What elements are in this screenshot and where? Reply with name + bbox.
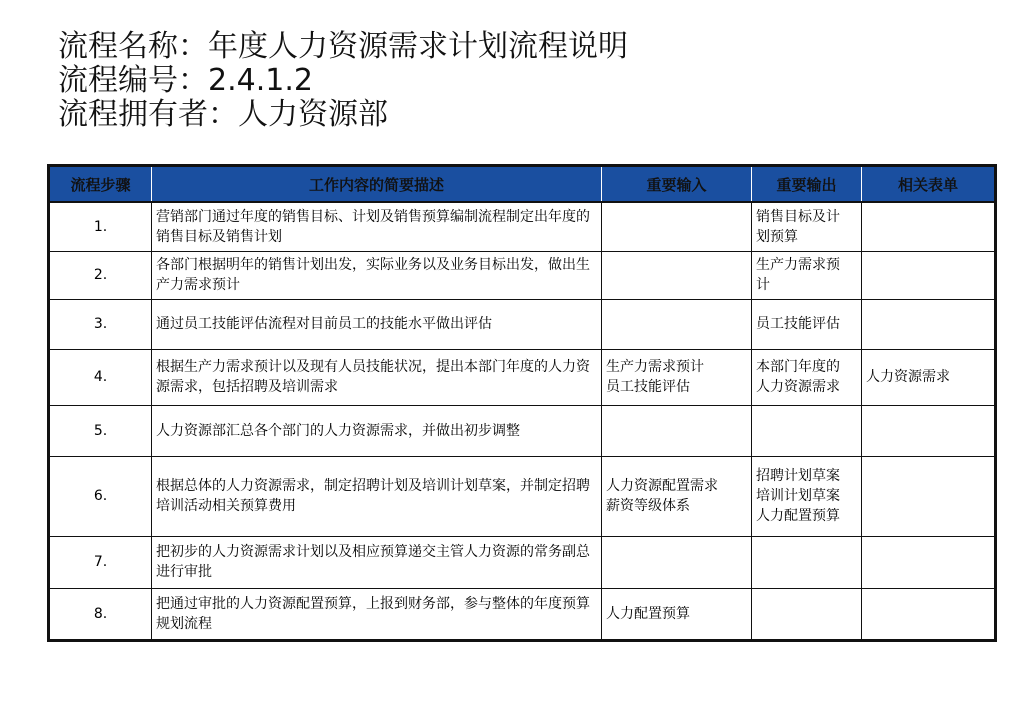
column-header-step: 流程步骤 — [49, 166, 152, 203]
step-number-cell: 6. — [49, 456, 152, 536]
step-number-cell: 8. — [49, 588, 152, 640]
input-item: 生产力需求预计 — [606, 359, 704, 375]
inputs-cell — [602, 251, 752, 299]
forms-cell — [862, 202, 996, 251]
step-number-cell: 7. — [49, 536, 152, 588]
column-header-forms: 相关表单 — [862, 166, 996, 203]
description-cell: 根据生产力需求预计以及现有人员技能状况，提出本部门年度的人力资源需求，包括招聘及培训需求 — [152, 349, 602, 405]
input-item: 人力资源配置需求 — [606, 478, 718, 494]
inputs-cell — [602, 405, 752, 456]
inputs-cell — [602, 349, 752, 405]
column-header-outputs: 重要输出 — [752, 166, 862, 203]
description-cell: 把初步的人力资源需求计划以及相应预算递交主管人力资源的常务副总进行审批 — [152, 536, 602, 588]
output-item: 人力资源需求 — [756, 379, 840, 395]
table-row — [49, 299, 996, 349]
output-item: 员工技能评估 — [756, 316, 840, 332]
table-header-row — [49, 166, 996, 203]
input-item: 员工技能评估 — [606, 379, 690, 395]
inputs-cell — [602, 588, 752, 640]
description-cell: 营销部门通过年度的销售目标、计划及销售预算编制流程制定出年度的销售目标及销售计划 — [152, 202, 602, 251]
column-header-inputs: 重要输入 — [602, 166, 752, 203]
table-body — [49, 202, 996, 640]
forms-cell — [862, 456, 996, 536]
table-row — [49, 536, 996, 588]
output-item: 销售目标及计 — [756, 208, 840, 225]
process-number: 流程编号：2.4.1.2 — [58, 63, 313, 98]
inputs-cell — [602, 456, 752, 536]
input-item: 薪资等级体系 — [606, 498, 690, 514]
step-number-cell: 1. — [49, 202, 152, 251]
table-row — [49, 405, 996, 456]
input-item: 人力配置预算 — [606, 605, 690, 622]
output-item: 划预算 — [756, 228, 798, 245]
step-number-cell: 2. — [49, 251, 152, 299]
outputs-cell — [752, 536, 862, 588]
table-row — [49, 202, 996, 251]
inputs-cell — [602, 299, 752, 349]
process-owner: 流程拥有者：人力资源部 — [58, 97, 388, 132]
output-item: 计 — [756, 277, 770, 293]
inputs-cell — [602, 536, 752, 588]
forms-cell — [862, 536, 996, 588]
description-cell: 各部门根据明年的销售计划出发，实际业务以及业务目标出发，做出生产力需求预计 — [152, 251, 602, 299]
column-header-description: 工作内容的简要描述 — [152, 166, 602, 203]
description-cell: 把通过审批的人力资源配置预算，上报到财务部，参与整体的年度预算规划流程 — [152, 588, 602, 640]
step-number-cell: 4. — [49, 349, 152, 405]
outputs-cell — [752, 405, 862, 456]
table-row — [49, 349, 996, 405]
outputs-cell — [752, 349, 862, 405]
process-header — [58, 30, 628, 132]
outputs-cell — [752, 456, 862, 536]
table-row — [49, 588, 996, 640]
output-item: 本部门年度的 — [756, 359, 840, 375]
table-row — [49, 456, 996, 536]
forms-cell — [862, 299, 996, 349]
description-cell: 人力资源部汇总各个部门的人力资源需求，并做出初步调整 — [152, 405, 602, 456]
table-row — [49, 251, 996, 299]
process-name-title: 流程名称：年度人力资源需求计划流程说明 — [58, 29, 628, 64]
step-number-cell: 3. — [49, 299, 152, 349]
outputs-cell — [752, 202, 862, 251]
outputs-cell — [752, 299, 862, 349]
output-item: 招聘计划草案 — [756, 468, 840, 484]
output-item: 生产力需求预 — [756, 257, 840, 273]
forms-cell — [862, 588, 996, 640]
inputs-cell — [602, 202, 752, 251]
output-item: 培训计划草案 — [756, 488, 840, 504]
outputs-cell — [752, 251, 862, 299]
description-cell: 通过员工技能评估流程对目前员工的技能水平做出评估 — [152, 299, 602, 349]
forms-cell — [862, 405, 996, 456]
forms-cell — [862, 251, 996, 299]
outputs-cell — [752, 588, 862, 640]
step-number-cell: 5. — [49, 405, 152, 456]
description-cell: 根据总体的人力资源需求，制定招聘计划及培训计划草案，并制定招聘培训活动相关预算费用 — [152, 456, 602, 536]
forms-cell: 人力资源需求 — [862, 349, 996, 405]
output-item: 人力配置预算 — [756, 508, 840, 524]
process-table — [47, 164, 997, 642]
